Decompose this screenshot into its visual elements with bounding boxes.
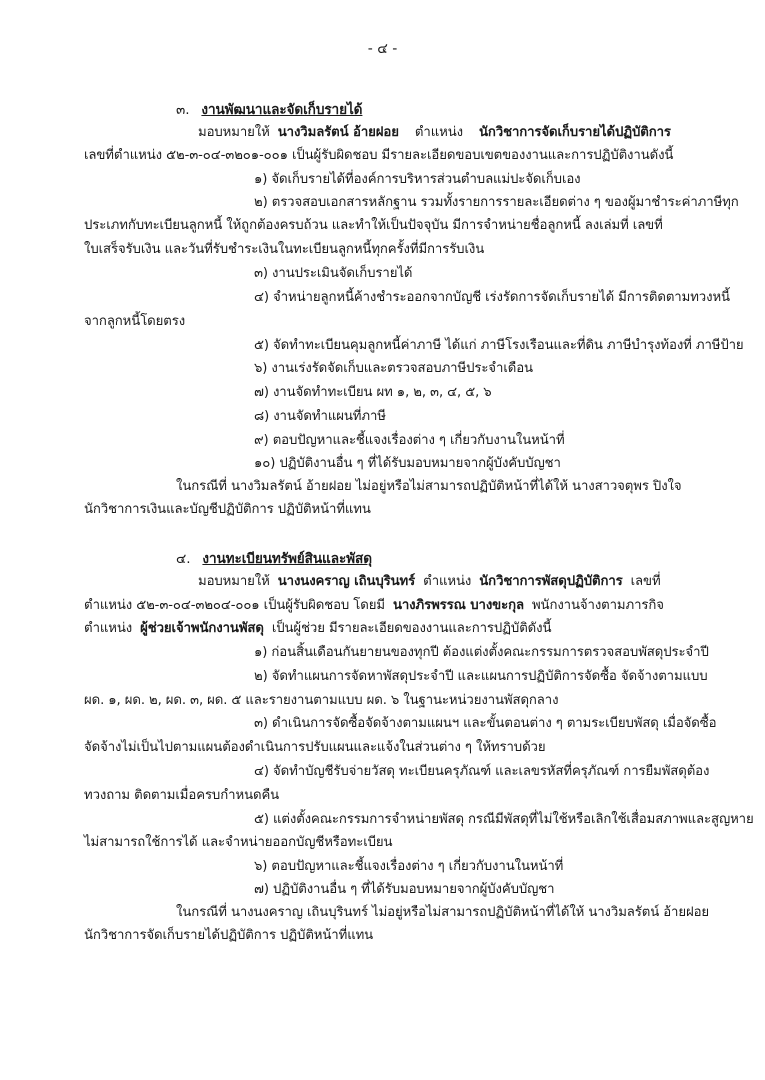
section-4-assign-line-3 [84, 619, 551, 639]
section-4-item: ๖) ตอบปัญหาและชี้แจงเรื่องต่าง ๆ เกี่ยวกับงานในหน้าที่ [254, 859, 564, 874]
section-4-substitute-2: นักวิชาการจัดเก็บรายได้ปฏิบัติการ ปฏิบัติหน้าที่แทน [84, 928, 374, 943]
assign-line-2a: ตำแหน่ง ๕๒-๓-๐๔-๓๒๐๔-๐๐๑ เป็นผู้รับผิดชอบ โดยมี [84, 598, 385, 613]
section-4-title: งานทะเบียนทรัพย์สินและพัสดุ [202, 551, 372, 567]
section-4-item: ๓) ดำเนินการจัดซื้อจัดจ้างตามแผนฯ และขั้นตอนต่าง ๆ ตามระเบียบพัสดุ เมื่อจัดซื้อ [254, 716, 717, 731]
assign-intro: มอบหมายให้ [198, 125, 270, 140]
section-3-title: งานพัฒนาและจัดเก็บรายได้ [201, 102, 363, 118]
section-4-item: ๕) แต่งตั้งคณะกรรมการจำหน่ายพัสดุ กรณีมีพัสดุที่ไม่ใช้หรือเลิกใช้เสื่อมสภาพและสูญหาย [254, 812, 754, 827]
assignee-name: นางนงคราญ เถินบุรินทร์ [277, 574, 416, 589]
section-3-item: ๘) งานจัดทำแผนที่ภาษี [254, 409, 386, 424]
section-4-substitute: ในกรณีที่ นางนงคราญ เถินบุรินทร์ ไม่อยู่หรือไม่สามารถปฏิบัติหน้าที่ได้ให้ นางวิมลรัตน์ อ้ายฝอย [176, 905, 710, 920]
section-4-number: ๔. [176, 551, 191, 567]
section-4-item: ๔) จัดทำบัญชีรับจ่ายวัสดุ ทะเบียนครุภัณฑ์ และเลขรหัสที่ครุภัณฑ์ การยืมพัสดุต้อง [254, 764, 710, 779]
section-3-item: ๑๐) ปฏิบัติงานอื่น ๆ ที่ได้รับมอบหมายจากผู้บังคับบัญชา [254, 456, 561, 471]
section-4-item: ๗) ปฏิบัติงานอื่น ๆ ที่ได้รับมอบหมายจากผู้บังคับบัญชา [254, 882, 555, 897]
section-4-item: ๑) ก่อนสิ้นเดือนกันยายนของทุกปี ต้องแต่งตั้งคณะกรรมการตรวจสอบพัสดุประจำปี [254, 645, 709, 660]
assignee-position: นักวิชาการจัดเก็บรายได้ปฏิบัติการ [478, 125, 671, 140]
assign-intro: มอบหมายให้ [198, 574, 270, 589]
assistant-position: ผู้ช่วยเจ้าพนักงานพัสดุ [140, 621, 264, 636]
section-3-item-continuation: จากลูกหนี้โดยตรง [84, 314, 186, 329]
section-4-item-continuation: จัดจ้างไม่เป็นไปตามแผนต้องดำเนินการปรับแผนและแจ้งในส่วนต่าง ๆ ให้ทราบด้วย [84, 740, 546, 755]
section-3-item-continuation: ใบเสร็จรับเงิน และวันที่รับชำระเงินในทะเบียนลูกหนี้ทุกครั้งที่มีการรับเงิน [84, 242, 485, 257]
section-4-heading [176, 549, 372, 569]
section-3-item: ๔) จำหน่ายลูกหนี้ค้างชำระออกจากบัญชี เร่งรัดการจัดเก็บรายได้ มีการติดตามทวงหนี้ [254, 290, 730, 305]
assign-line-3a: ตำแหน่ง [84, 621, 133, 636]
assign-tail: เลขที่ [630, 574, 661, 589]
section-3-substitute: ในกรณีที่ นางวิมลรัตน์ อ้ายฝอย ไม่อยู่หรือไม่สามารถปฏิบัติหน้าที่ได้ให้ นางสาวจตุพร ปิงใจ [176, 479, 682, 494]
section-3-substitute-2: นักวิชาการเงินและบัญชีปฏิบัติการ ปฏิบัติหน้าที่แทน [84, 502, 371, 517]
section-4-item-continuation: ไม่สามารถใช้การได้ และจำหน่ายออกบัญชีหรือทะเบียน [84, 835, 393, 850]
section-3-item: ๑) จัดเก็บรายได้ที่องค์การบริหารส่วนตำบลแม่ปะจัดเก็บเอง [254, 172, 581, 187]
section-3-assign-line-2: เลขที่ตำแหน่ง ๕๒-๓-๐๔-๓๒๐๑-๐๐๑ เป็นผู้รับผิดชอบ มีรายละเอียดขอบเขตของงานและการปฏิบัติงานดังนี้ [84, 148, 674, 163]
assign-line-3b: เป็นผู้ช่วย มีรายละเอียดของงานและการปฏิบัติดังนี้ [271, 621, 552, 636]
section-4-assign-line-2 [84, 596, 664, 616]
section-3-item: ๖) งานเร่งรัดจัดเก็บและตรวจสอบภาษีประจำเดือน [254, 361, 533, 376]
section-3-item: ๕) จัดทำทะเบียนคุมลูกหนี้ค่าภาษี ได้แก่ ภาษีโรงเรือนและที่ดิน ภาษีบำรุงท้องที่ ภาษีป้าย [254, 338, 744, 353]
section-3-heading [176, 100, 362, 120]
section-3-number: ๓. [176, 102, 190, 118]
section-3-item: ๒) ตรวจสอบเอกสารหลักฐาน รวมทั้งรายการรายละเอียดต่าง ๆ ของผู้มาชำระค่าภาษีทุก [254, 195, 739, 210]
section-4-item: ๒) จัดทำแผนการจัดหาพัสดุประจำปี และแผนการปฏิบัติการจัดซื้อ จัดจ้างตามแบบ [254, 669, 708, 684]
section-3-assign-line [198, 123, 671, 143]
section-3-item: ๓) งานประเมินจัดเก็บรายได้ [254, 266, 413, 281]
page-number: - ๔ - [367, 41, 398, 57]
section-4-assign-line [198, 572, 661, 592]
assignee-name: นางวิมลรัตน์ อ้ายฝอย [277, 125, 399, 140]
position-label: ตำแหน่ง [423, 574, 472, 589]
section-3-item: ๗) งานจัดทำทะเบียน ผท ๑, ๒, ๓, ๔, ๕, ๖ [254, 385, 492, 400]
section-3-item: ๙) ตอบปัญหาและชี้แจงเรื่องต่าง ๆ เกี่ยวกับงานในหน้าที่ [254, 433, 565, 448]
position-label: ตำแหน่ง [414, 125, 463, 140]
section-3-item-continuation: ประเภทกับทะเบียนลูกหนี้ ให้ถูกต้องครบถ้วน และทำให้เป็นปัจจุบัน มีการจำหน่ายชื่อลูกหนี้ ลงเล่มที่ เลขที่ [84, 218, 663, 233]
assign-line-2b: พนักงานจ้างตามภารกิจ [531, 598, 664, 613]
assignee-position: นักวิชาการพัสดุปฏิบัติการ [479, 574, 623, 589]
assistant-name: นางภิรพรรณ บางขะกุล [392, 598, 524, 613]
section-4-item-continuation: ผด. ๑, ผด. ๒, ผด. ๓, ผด. ๕ และรายงานตามแบบ ผด. ๖ ในฐานะหน่วยงานพัสดุกลาง [84, 693, 559, 708]
section-4-item-continuation: ทวงถาม ติดตามเมื่อครบกำหนดคืน [84, 788, 280, 803]
